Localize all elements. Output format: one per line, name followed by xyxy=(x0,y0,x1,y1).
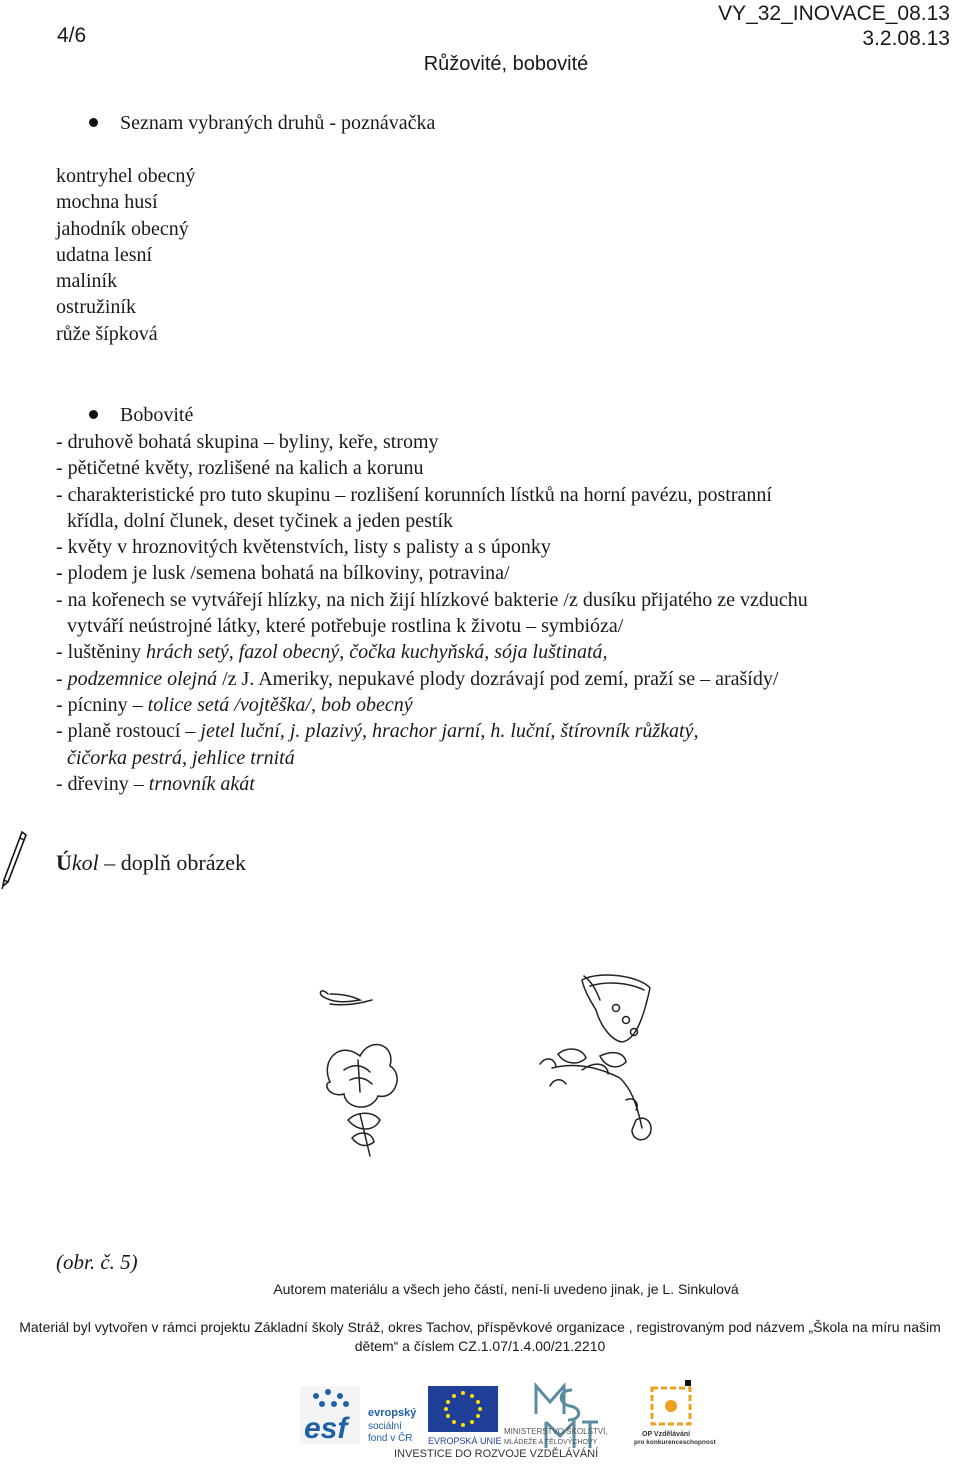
task-initial: Ú xyxy=(56,850,72,875)
plant-illustration xyxy=(300,960,680,1190)
text-plain: - planě rostoucí – xyxy=(56,720,201,743)
msmt-text-1: MINISTERSTVO ŠKOLSTVÍ, xyxy=(504,1427,608,1436)
bobovite-description xyxy=(56,429,956,797)
esf-logo xyxy=(300,1386,360,1445)
text-line xyxy=(56,692,956,718)
msmt-text-2: MLÁDEŽE A TĚLOVÝCHOVY xyxy=(504,1439,598,1446)
esf-text-1: evropský xyxy=(368,1407,417,1419)
text-line: křídla, dolní člunek, deset tyčinek a jeden pestík xyxy=(67,509,453,532)
text-italic: - podzemnice olejná xyxy=(56,667,218,690)
funding-logos xyxy=(296,1378,726,1458)
esf-text-3: fond v ČR xyxy=(368,1433,413,1444)
pen-icon xyxy=(0,830,28,890)
op-logo xyxy=(652,1380,691,1424)
bullet-icon xyxy=(89,410,98,419)
list-item: jahodník obecný xyxy=(56,217,189,240)
author-note: Autorem materiálu a všech jeho částí, není-li uvedeno jinak, je L. Sinkulová xyxy=(273,1281,739,1297)
text-line xyxy=(56,639,956,665)
text-italic: hrách setý, fazol obecný, čočka kuchyňská, sója luštinatá, xyxy=(146,641,608,664)
list-heading-text: Seznam vybraných druhů - poznávačka xyxy=(120,112,436,134)
eu-text: EVROPSKÁ UNIE xyxy=(428,1436,502,1446)
esf-text-2: sociální xyxy=(368,1421,402,1432)
figure-caption: (obr. č. 5) xyxy=(56,1250,138,1274)
slogan: INVESTICE DO ROZVOJE VZDĚLÁVÁNÍ xyxy=(394,1448,599,1458)
eu-flag-icon xyxy=(428,1386,498,1432)
text-line xyxy=(56,666,956,692)
text-italic: trnovník akát xyxy=(148,772,255,795)
page-number: 4/6 xyxy=(57,24,87,47)
list-item: udatna lesní xyxy=(56,243,153,266)
text-plain: - pícniny – xyxy=(56,693,148,716)
text-line: vytváří neústrojné látky, které potřebuje rostlina k životu – symbióza/ xyxy=(67,615,624,638)
text-plain: - luštěniny xyxy=(56,641,146,664)
list-item: ostružiník xyxy=(56,296,136,319)
list-item: maliník xyxy=(56,270,118,293)
text-plain: /z J. Ameriky, nepukavé plody dozrávají pod zemí, praží se – arašídy/ xyxy=(217,667,779,690)
text-line xyxy=(56,745,956,771)
text-plain: - dřeviny – xyxy=(56,772,149,795)
document-code: VY_32_INOVACE_08.13 xyxy=(718,2,950,25)
species-list xyxy=(56,163,195,347)
text-line xyxy=(56,718,956,744)
op-text-1: OP Vzdělávání xyxy=(642,1431,691,1438)
op-text-2: pro konkurenceschopnost xyxy=(634,1439,716,1446)
project-note: Materiál byl vytvořen v rámci projektu Základní školy Stráž, okres Tachov, příspěvkové organizace , registrovaným pod názvem „Škola na míru našim dětem“ a číslem CZ.1.07/1.4.00/21.2210 xyxy=(19,1319,941,1354)
text-line: - druhově bohatá skupina – byliny, keře, stromy xyxy=(56,431,439,453)
list-item: mochna husí xyxy=(56,191,158,214)
text-line xyxy=(56,771,956,797)
page-title: Růžovité, bobovité xyxy=(423,53,589,75)
logos-svg xyxy=(296,1378,726,1458)
list-item: kontryhel obecný xyxy=(56,165,196,187)
text-line: - charakteristické pro tuto skupinu – rozlišení korunních lístků na horní pavézu, postranní xyxy=(56,483,772,506)
bullet-icon xyxy=(89,118,98,127)
list-heading xyxy=(89,110,435,136)
bobovite-heading-text: Bobovité xyxy=(120,404,194,426)
task-word: kol xyxy=(71,850,99,875)
text-italic: tolice setá /vojtěška/, bob obecný xyxy=(147,693,413,716)
svg-text:esf: esf xyxy=(304,1412,348,1445)
text-line: - plodem je lusk /semena bohatá na bílkoviny, potravina/ xyxy=(56,562,510,585)
task-heading xyxy=(56,850,246,876)
text-line: - na kořenech se vytvářejí hlízky, na nich žijí hlízkové bakterie /z dusíku přijatého ze vzduchu xyxy=(56,588,808,611)
text-line: - květy v hroznovitých květenstvích, listy s palisty a s úponky xyxy=(56,536,551,559)
task-text: – doplň obrázek xyxy=(98,850,247,875)
text-line: - pětičetné květy, rozlišené na kalich a korunu xyxy=(56,457,424,480)
list-item: růže šípková xyxy=(56,322,158,345)
text-italic: jetel luční, j. plazivý, hrachor jarní, h. luční, štírovník růžkatý, xyxy=(200,720,699,743)
document-subcode: 3.2.08.13 xyxy=(862,27,950,50)
bobovite-heading xyxy=(89,402,193,428)
text-italic: čičorka pestrá, jehlice trnitá xyxy=(67,746,295,769)
